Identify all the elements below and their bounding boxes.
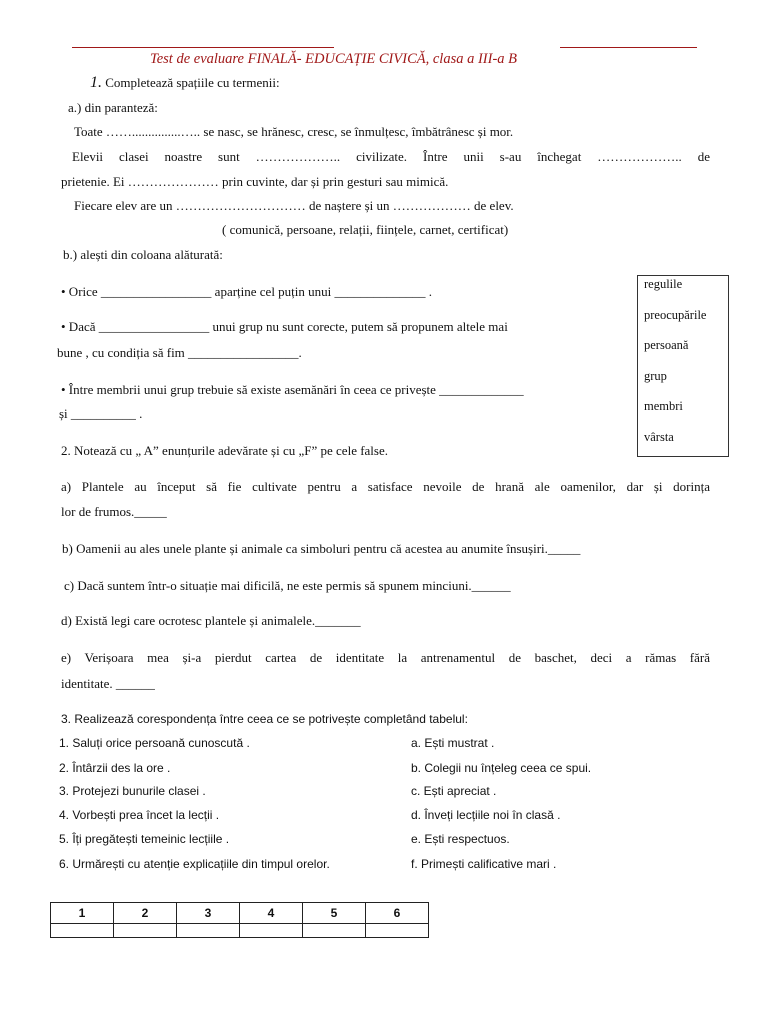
ex1-heading <box>90 74 280 92</box>
ex2-e-line1: e) Verișoara mea și-a pierdut cartea de identitate la antrenamentul de baschet, deci a rămas fără <box>61 650 710 665</box>
ex1-part-b-label: b.) alești din coloana alăturată: <box>63 247 223 262</box>
ex1-part-a-label: a.) din paranteză: <box>68 100 158 115</box>
ex3-right-item: c. Ești apreciat . <box>411 784 497 798</box>
ex3-left-item: 5. Îți pregătești temeinic lecțiile . <box>59 832 230 846</box>
answer-cell[interactable] <box>240 924 303 938</box>
word-column-item: preocupările <box>644 308 707 322</box>
answer-table <box>50 902 429 938</box>
answer-table-answer-row <box>51 924 429 938</box>
ex1-word-bank: ( comunică, persoane, relații, ființele, carnet, certificat) <box>222 222 509 237</box>
ex3-right-item: b. Colegii nu înțeleg ceea ce spui. <box>411 761 592 775</box>
ex3-right-item: a. Ești mustrat . <box>411 736 495 750</box>
answer-header-cell: 3 <box>177 903 240 924</box>
ex1-line4: Fiecare elev are un ………………………… de naștere și un ……………… de elev. <box>74 198 514 213</box>
ex1-instruction: Completează spațiile cu termenii: <box>105 75 280 90</box>
page-title: Test de evaluare FINALĂ- EDUCAȚIE CIVICĂ, clasa a III-a B <box>150 51 518 67</box>
answer-header-cell: 5 <box>303 903 366 924</box>
word-column-item: membri <box>644 399 683 413</box>
answer-header-cell: 6 <box>366 903 429 924</box>
ex1-b3-line2: și __________ . <box>59 406 143 421</box>
answer-cell[interactable] <box>177 924 240 938</box>
ex1-b2-line1: • Dacă _________________ unui grup nu sunt corecte, putem să propunem altele mai <box>61 319 508 334</box>
ex3-left-item: 4. Vorbești prea încet la lecții . <box>59 808 220 822</box>
ex1-number: 1. <box>90 74 102 91</box>
ex2-a-line2: lor de frumos._____ <box>61 504 167 519</box>
ex1-b2-line2: bune , cu condiția să fim _________________. <box>57 345 302 360</box>
ex1-line3: prietenie. Ei ………………… prin cuvinte, dar și prin gesturi sau mimică. <box>61 174 449 189</box>
word-column-item: grup <box>644 369 667 383</box>
header-rule-left <box>72 47 334 48</box>
answer-header-cell: 4 <box>240 903 303 924</box>
ex3-left-item: 2. Întârzii des la ore . <box>59 761 171 775</box>
word-column-box <box>637 275 729 457</box>
answer-cell[interactable] <box>51 924 114 938</box>
answer-header-cell: 1 <box>51 903 114 924</box>
ex2-c: c) Dacă suntem într-o situație mai dificilă, ne este permis să spunem minciuni.______ <box>64 578 511 593</box>
ex2-b: b) Oamenii au ales unele plante și animale ca simboluri pentru că acestea au anumite însușiri._____ <box>62 541 581 556</box>
ex1-line2: Elevii clasei noastre sunt ……………….. civilizate. Între unii s-au închegat ……………….. de <box>72 149 710 164</box>
ex1-b1: • Orice _________________ aparține cel puțin unui ______________ . <box>61 284 433 299</box>
ex3-instruction: 3. Realizează corespondența între ceea ce se potrivește completând tabelul: <box>61 712 468 726</box>
ex2-d: d) Există legi care ocrotesc plantele și animalele._______ <box>61 613 361 628</box>
answer-header-cell: 2 <box>114 903 177 924</box>
answer-cell[interactable] <box>114 924 177 938</box>
ex3-left-item: 6. Urmărești cu atenție explicațiile din timpul orelor. <box>59 857 330 871</box>
answer-table-header-row <box>51 903 429 924</box>
ex3-right-item: d. Înveți lecțiile noi în clasă . <box>411 808 561 822</box>
word-column-item: persoană <box>644 338 689 352</box>
answer-cell[interactable] <box>303 924 366 938</box>
ex2-instruction: 2. Notează cu „ A” enunțurile adevărate și cu „F” pe cele false. <box>61 443 388 458</box>
word-column-item: regulile <box>644 277 683 291</box>
word-column-item: vârsta <box>644 430 674 444</box>
header-rule-right <box>560 47 697 48</box>
ex1-b3-line1: • Între membrii unui grup trebuie să existe asemănări în ceea ce privește _____________ <box>61 382 524 397</box>
ex1-line1: Toate ……...............….. se nasc, se hrănesc, cresc, se înmulțesc, îmbătrânesc și mor. <box>74 124 514 139</box>
ex3-right-item: e. Ești respectuos. <box>411 832 510 846</box>
answer-cell[interactable] <box>366 924 429 938</box>
ex3-left-item: 1. Saluți orice persoană cunoscută . <box>59 736 250 750</box>
ex2-a-line1: a) Plantele au început să fie cultivate pentru a satisface nevoile de hrană ale oamenilor, dar și dorința <box>61 479 710 494</box>
ex2-e-line2: identitate. ______ <box>61 676 155 691</box>
ex3-right-item: f. Primești calificative mari . <box>411 857 557 871</box>
ex3-left-item: 3. Protejezi bunurile clasei . <box>59 784 206 798</box>
